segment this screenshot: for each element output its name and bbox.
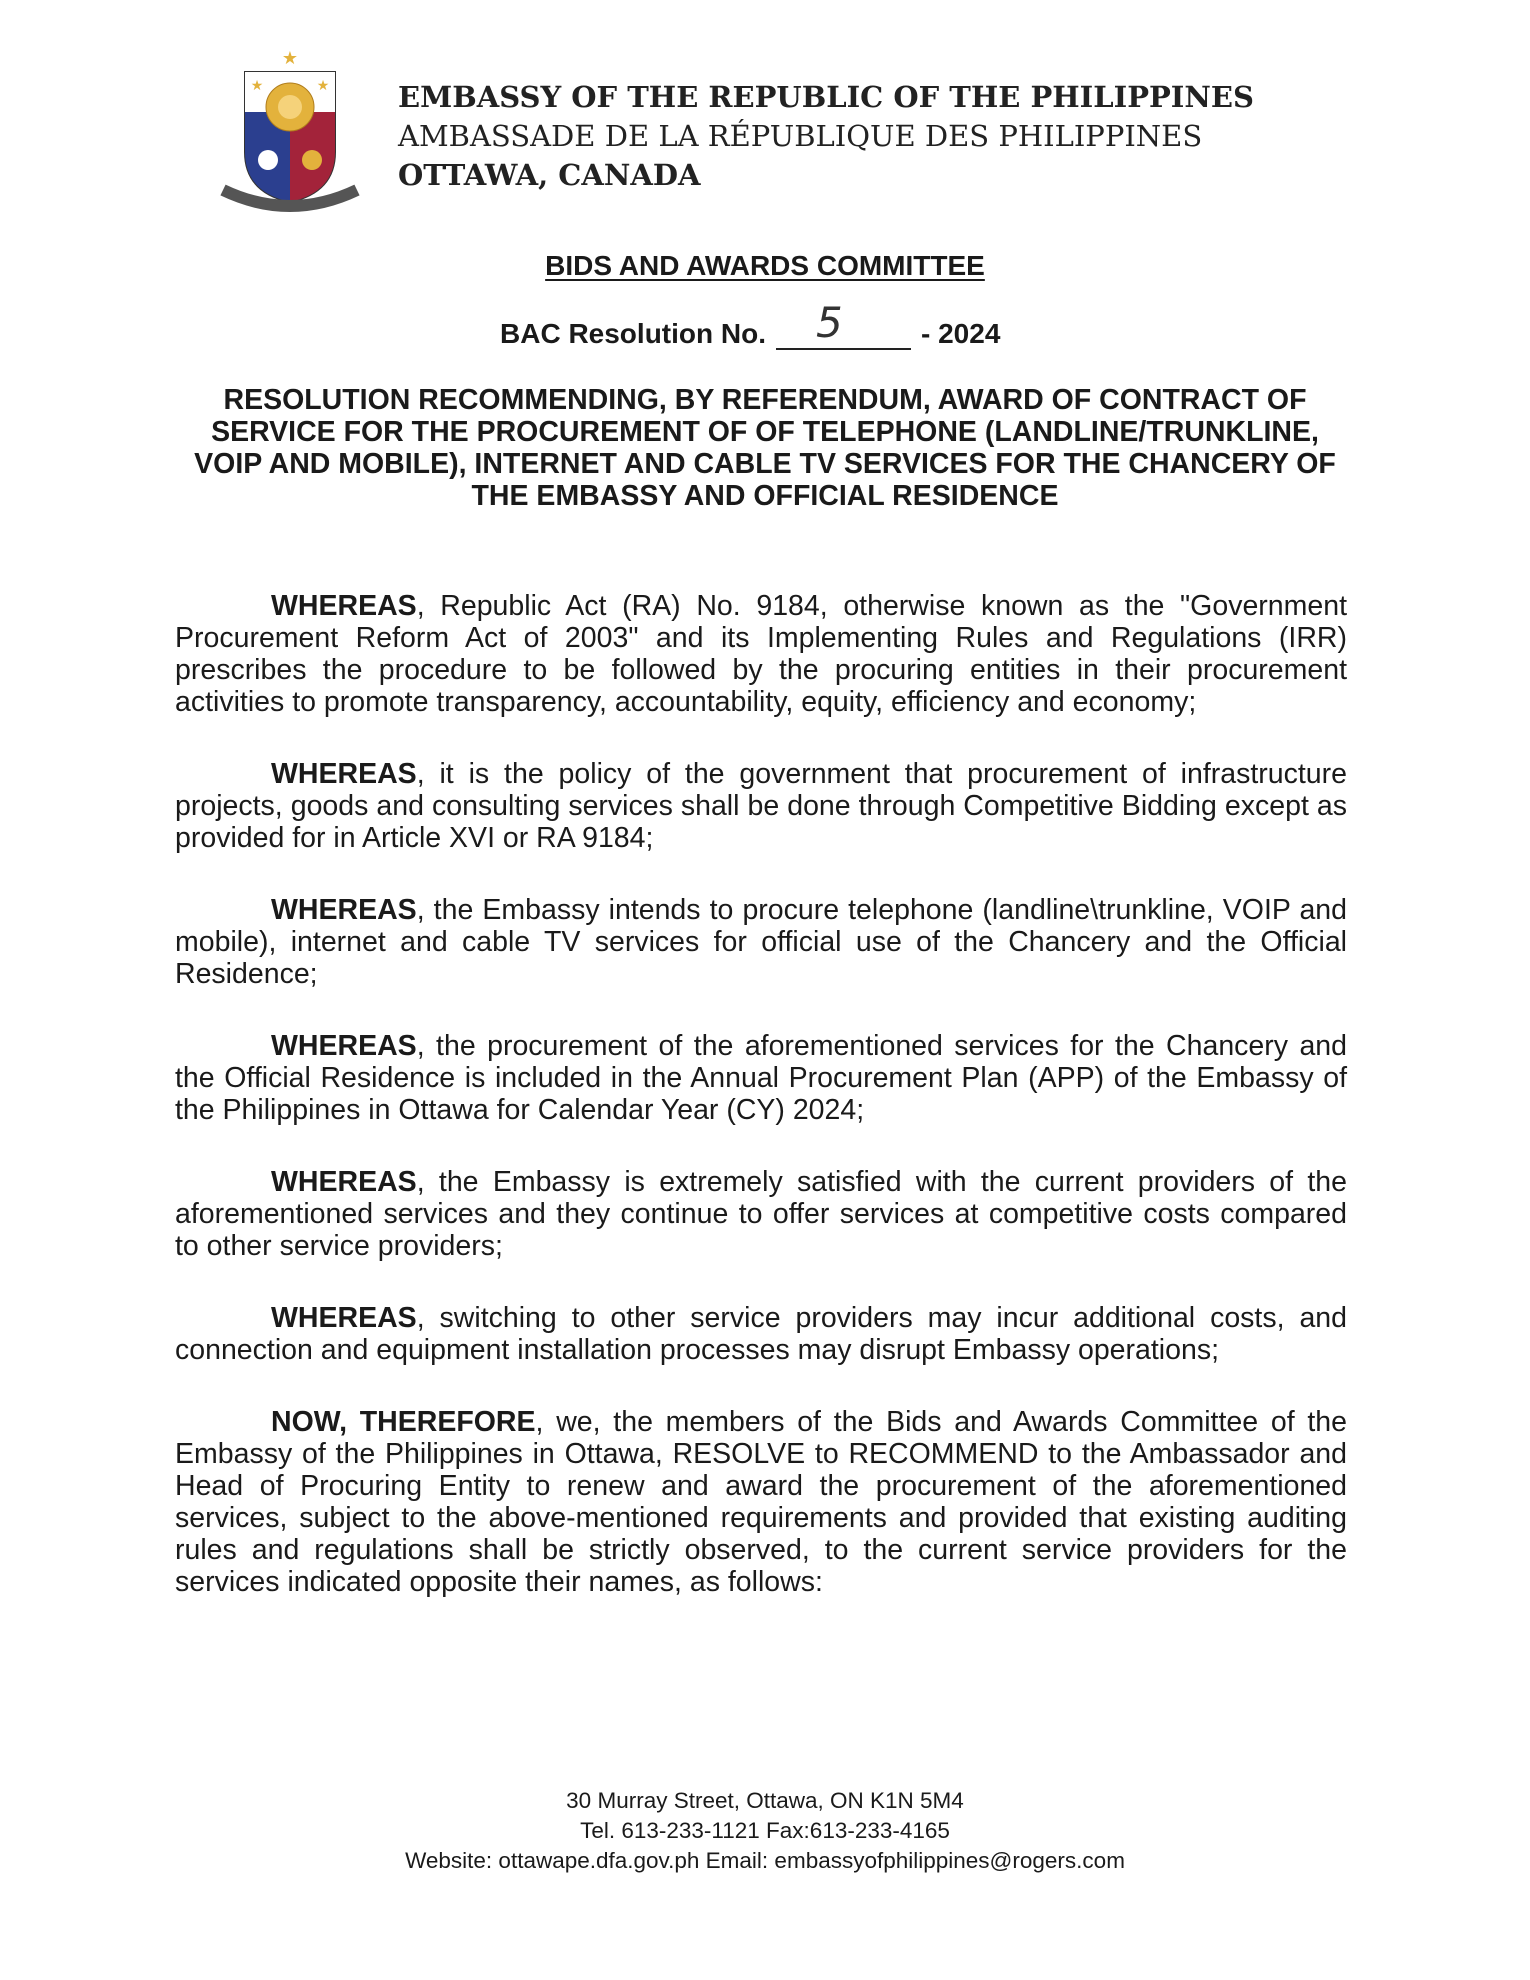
paragraph-lead: NOW, THEREFORE: [271, 1406, 536, 1438]
letterhead-embassy-en: EMBASSY OF THE REPUBLIC OF THE PHILIPPINES: [398, 80, 1254, 114]
paragraph-lead: WHEREAS: [271, 1302, 417, 1334]
philippine-seal-icon: [205, 42, 375, 222]
whereas-paragraph-3: [175, 894, 1347, 990]
paragraph-lead: WHEREAS: [271, 758, 417, 790]
whereas-paragraph-5: [175, 1166, 1347, 1262]
footer-web-email: Website: ottawape.dfa.gov.ph Email: embassyofphilippines@rogers.com: [405, 1848, 1125, 1873]
paragraph-text: , the Embassy intends to procure telephone (landline\trunkline, VOIP and mobile), internet and cable TV services for official use of the Chancery and the Official Residence;: [175, 894, 1347, 990]
letterhead-location: OTTAWA, CANADA: [398, 158, 701, 192]
paragraph-lead: WHEREAS: [271, 1166, 417, 1198]
paragraph-text: , Republic Act (RA) No. 9184, otherwise known as the "Government Procurement Reform Act of 2003" and its Implementing Rules and Regulations (IRR) prescribes the procedure to be followed by the procuring entities in their procurement activities to promote transparency, accountability, equity, efficiency and economy;: [175, 590, 1347, 718]
resolution-number-handwritten: 5: [816, 298, 843, 347]
whereas-paragraph-2: [175, 758, 1347, 854]
whereas-paragraph-1: [175, 590, 1347, 718]
footer-address: 30 Murray Street, Ottawa, ON K1N 5M4: [566, 1788, 964, 1813]
footer-phone: Tel. 613-233-1121 Fax:613-233-4165: [580, 1818, 950, 1843]
svg-text:★: ★: [316, 77, 330, 93]
svg-text:★: ★: [281, 48, 299, 68]
whereas-paragraph-4: [175, 1030, 1347, 1126]
resolution-title: RESOLUTION RECOMMENDING, BY REFERENDUM, AWARD OF CONTRACT OF SERVICE FOR THE PROCUREMENT OF OF TELEPHONE (LANDLINE/TRUNKLINE, VOIP AND MOBILE), INTERNET AND CABLE TV SERVICES FOR THE CHANCERY OF THE EMBASSY AND OFFICIAL RESIDENCE: [194, 384, 1336, 512]
resolution-number-line: [500, 298, 1001, 350]
footer-contact: [0, 1786, 1530, 1876]
resolution-number-blank: [776, 298, 911, 350]
paragraph-text: , we, the members of the Bids and Awards Committee of the Embassy of the Philippines in Ottawa, RESOLVE to RECOMMEND to the Ambassador and Head of Procuring Entity to renew and award the procurement of the aforementioned services, subject to the above-mentioned requirements and provided that existing auditing rules and regulations shall be strictly observed, to the current service providers for the services indicated opposite their names, as follows:: [175, 1406, 1347, 1598]
letterhead-embassy-fr: AMBASSADE DE LA RÉPUBLIQUE DES PHILIPPINES: [398, 119, 1203, 153]
paragraph-lead: WHEREAS: [271, 894, 417, 926]
resolution-label: BAC Resolution No.: [500, 318, 766, 349]
resolution-body: [175, 590, 1347, 1638]
paragraph-text: , it is the policy of the government that procurement of infrastructure projects, goods and consulting services shall be done through Competitive Bidding except as provided for in Article XVI or RA 9184;: [175, 758, 1347, 854]
letterhead: [398, 78, 1254, 195]
paragraph-lead: WHEREAS: [271, 590, 417, 622]
paragraph-text: , switching to other service providers may incur additional costs, and connection and equipment installation processes may disrupt Embassy operations;: [175, 1302, 1347, 1366]
paragraph-text: , the Embassy is extremely satisfied with the current providers of the aforementioned services and they continue to offer services at competitive costs compared to other service providers;: [175, 1166, 1347, 1262]
paragraph-text: , the procurement of the aforementioned services for the Chancery and the Official Residence is included in the Annual Procurement Plan (APP) of the Embassy of the Philippines in Ottawa for Calendar Year (CY) 2024;: [175, 1030, 1347, 1126]
svg-text:★: ★: [250, 77, 264, 93]
paragraph-lead: WHEREAS: [271, 1030, 417, 1062]
committee-heading: BIDS AND AWARDS COMMITTEE: [545, 250, 985, 281]
resolution-year: - 2024: [921, 318, 1001, 349]
whereas-paragraph-6: [175, 1302, 1347, 1366]
now-therefore-paragraph: [175, 1406, 1347, 1598]
